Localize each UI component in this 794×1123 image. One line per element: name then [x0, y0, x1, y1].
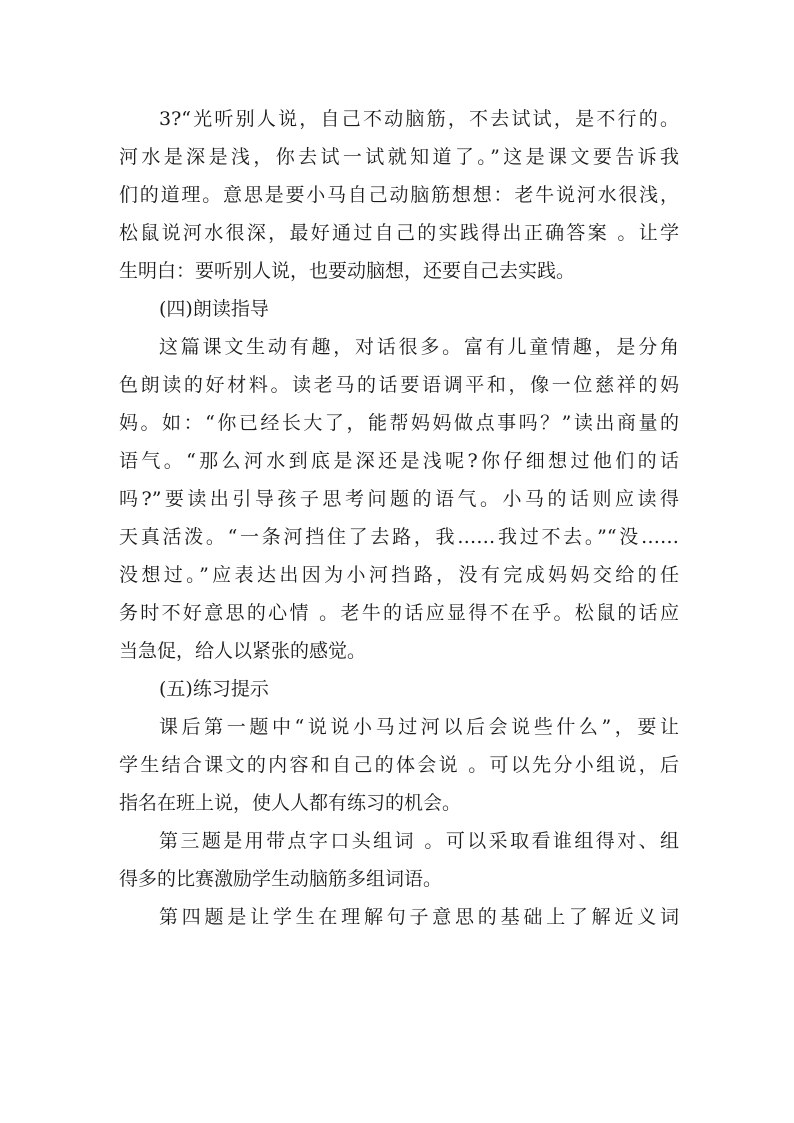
document-body	[119, 100, 679, 936]
text-line: 没想过。”应表达出因为小河挡路，没有完成妈妈交给的任	[119, 564, 679, 586]
text-line: 河水是深是浅，你去试一试就知道了。”这是课文要告诉我	[119, 146, 679, 168]
text-line: 松鼠说河水很深，最好通过自己的实践得出正确答案 。让学	[119, 222, 679, 244]
text-line: 生明白：要听别人说，也要动脑想，还要自己去实践。	[119, 260, 576, 282]
text-line: 第四题是让学生在理解句子意思的基础上了解近义词	[159, 906, 679, 928]
heading-text: (四)朗读指导	[159, 298, 269, 320]
text-line: 们的道理。意思是要小马自己动脑筋想想：老牛说河水很浅，	[119, 184, 679, 206]
paragraph-moral-of-story	[119, 100, 679, 290]
text-line: 指名在班上说，使人人都有练习的机会。	[119, 792, 462, 814]
text-line: 当急促，给人以紧张的感觉。	[119, 640, 367, 662]
text-line: 课后第一题中“说说小马过河以后会说些什么”，要让	[159, 716, 679, 738]
paragraph-reading-guidance	[119, 328, 679, 670]
paragraph-exercise-three	[119, 822, 679, 898]
text-line: 语气。“那么河水到底是深还是浅呢?你仔细想过他们的话	[119, 450, 679, 472]
section-heading-exercise-tips	[119, 670, 679, 708]
text-line: 妈。如：“你已经长大了，能帮妈妈做点事吗？”读出商量的	[119, 412, 679, 434]
text-line: 这篇课文生动有趣，对话很多。富有儿童情趣，是分角	[159, 336, 679, 358]
text-line: 务时不好意思的心情 。老牛的话应显得不在乎。松鼠的话应	[119, 602, 679, 624]
text-line: 色朗读的好材料。读老马的话要语调平和，像一位慈祥的妈	[119, 374, 679, 396]
text-line: 得多的比赛激励学生动脑筋多组词语。	[119, 868, 443, 890]
text-line: 学生结合课文的内容和自己的体会说 。可以先分小组说，后	[119, 754, 679, 776]
text-line: 3?“光听别人说，自己不动脑筋，不去试试，是不行的。	[159, 108, 679, 130]
text-line: 天真活泼。“一条河挡住了去路，我……我过不去。”“没……	[119, 526, 679, 548]
heading-text: (五)练习提示	[159, 678, 269, 700]
paragraph-exercise-four	[119, 898, 679, 936]
text-line: 吗?”要读出引导孩子思考问题的语气。小马的话则应读得	[119, 488, 679, 510]
paragraph-exercise-one	[119, 708, 679, 822]
text-line: 第三题是用带点字口头组词 。可以采取看谁组得对、组	[159, 830, 679, 852]
section-heading-reading-guidance	[119, 290, 679, 328]
